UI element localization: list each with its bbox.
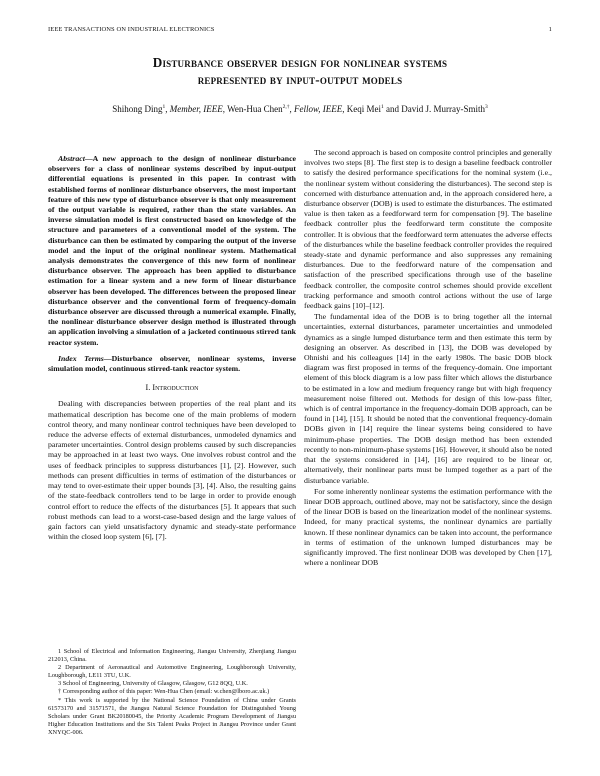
footnote: 1 School of Electrical and Information Engineering, Jiangsu University, Zhenjiang Jiangsu 212013, China. xyxy=(48,648,296,664)
abstract-lead: Abstract xyxy=(58,154,85,163)
index-terms xyxy=(48,354,296,374)
author-role: Member, IEEE xyxy=(169,104,223,114)
author-name: David J. Murray-Smith xyxy=(401,104,486,114)
author-name: Wen-Hua Chen xyxy=(227,104,283,114)
abstract xyxy=(48,154,296,348)
body-paragraph: The second approach is based on composite control principles and generally involves two steps [8]. The first step is to design a baseline feedback controller to satisfy the desired performance specifications for the nominal system (i.e., the nonlinear system without considering the disturbances). The second step is concerned with disturbance attenuation and, in the approach considered here, a disturbance observer (DOB) is used to estimate the disturbances. The estimated value is then taken as a feedforward term for compensation [9]. The baseline feedback controller plus the feedforward term constitute the composite controller. It is obvious that the feedforward term attenuates the adverse effects of the disturbances while the baseline feedback controller provides the required steady-state and dynamic performance and also suppresses any remaining disturbances. Due to the feedforward nature of the compensation and satisfaction of the prescribed specifications through use of the baseline feedback controller, the composite control schemes should provide excellent tracking performance and smooth control actions without the use of large feedback gains [10]–[12]. xyxy=(304,148,552,311)
body-paragraph: Dealing with discrepancies between properties of the real plant and its mathematical description has become one of the main problems of modern control theory, and many nonlinear control techniques have been developed to reduce the adverse effects of external disturbances, unmodeled dynamics and parameter uncertainties. Control design problems caused by such discrepancies may be approached in at least two ways. One involves robust control and the uses of feedback principles to suppress disturbances [1], [2]. However, such methods can present difficulties in terms of estimation of the disturbances or may tend to over-estimate their upper bounds [3], [4]. Also, the resulting gains of the state-feedback controllers tend to be large in order to provide enough control effort to reduce the effects of the disturbances [5]. It appears that such robust methods can lead to a worst-case-based design and the large values of gain factors can yield unsatisfactory dynamic and steady-state performance within the closed loop system [6], [7]. xyxy=(48,399,296,542)
title-line-2: represented by input-output models xyxy=(197,72,403,87)
page-number: 1 xyxy=(548,26,552,33)
footnote: 2 Department of Aeronautical and Automotive Engineering, Loughborough University, Loughborough, LE11 3TU, U.K. xyxy=(48,664,296,680)
footnotes xyxy=(48,648,296,737)
journal-name: IEEE TRANSACTIONS ON INDUSTRIAL ELECTRONICS xyxy=(48,26,215,33)
author-name: Shihong Ding xyxy=(112,104,163,114)
footnote: 3 School of Engineering, University of Glasgow, Glasgow, G12 8QQ, U.K. xyxy=(58,680,248,688)
affiliation-marker: 3 xyxy=(485,104,488,110)
author-list: Shihong Ding$^1$, Member, IEEE, Wen-Hua Chen$^{2,\dagger}$, Fellow, IEEE, Keqi Mei$^1$ and David J. Murray-Smith$^3$ xyxy=(112,104,488,114)
author-role: Fellow, IEEE xyxy=(293,104,343,114)
body-paragraph: The fundamental idea of the DOB is to bring together all the internal uncertainties, external disturbances, parameter uncertainties and unmodeled dynamics as a single lumped disturbance term and then estimate this term by designing an observer. As described in [13], the DOB was developed by Ohnishi and his colleagues [14] in the early 1980s. The basic DOB block diagram was first proposed in terms of the frequency-domain. One important element of this block diagram is a low pass filter which allows the disturbance to be estimated in a low and medium frequency range but with high frequency measurement noise filtered out. Methods for design of this low-pass filter, which is of central importance in the frequency-domain DOB approach, can be found in [14], [15]. It should be noted that the conventional frequency-domain DOBs given in [14] require the linear systems being considered to have minimum-phase properties. The DOB design method has been extended recently to non-minimum-phase systems [16]. However, it should also be noted that the systems considered in [14], [16] are required to be linear or, alternatively, their nonlinear parts must be lumped together as a part of the disturbance variable. xyxy=(304,312,552,485)
paper-title xyxy=(48,54,552,88)
running-header xyxy=(48,26,552,38)
affiliation-marker: 2,† xyxy=(282,104,290,110)
right-column xyxy=(304,148,552,568)
footnote: * This work is supported by the National Science Foundation of China under Grants 61573170 and 31571571, the Jiangsu Natural Science Foundation for Distinguished Young Scholars under Grant BK20180045, the Priority Academic Program Development of Jiangsu Higher Education Institutions and the Six Talent Peaks Project in Jiangsu Province under Grant XNYQC-006. xyxy=(48,696,296,736)
body-paragraph: For some inherently nonlinear systems the estimation performance with the linear DOB approach, outlined above, may not be satisfactory, since the design of the linear DOB is based on the linearization model of the nonlinear systems. Indeed, for many practical systems, the nonlinear dynamics are partially known. If these nonlinear dynamics can be taken into account, the performance in terms of estimation of the unknown lumped disturbances may be significantly improved. The first nonlinear DOB was developed by Chen [17], where a nonlinear DOB xyxy=(304,486,552,568)
affiliation-marker: 1 xyxy=(381,104,384,110)
abstract-text: —A new approach to the design of nonlinear disturbance observers for a class of nonlinear systems described by input-output differential equations is presented in this paper. In contrast with established forms of nonlinear disturbance observers, the most important feature of this new type of disturbance observer is that only measurement of the output variable is required, rather than the state variables. An inverse simulation model is first constructed based on knowledge of the structure and parameters of a conventional model of the system. The disturbance can then be estimated by comparing the output of the inverse model and the input of the original nonlinear system. Mathematical analysis demonstrates the convergence of this new form of nonlinear disturbance observer. The approach has been applied to disturbance estimation for a linear system and a new form of linear disturbance observer has been developed. The differences between the proposed linear disturbance observer and the conventional form of frequency-domain disturbance observer are discussed through a numerical example. Finally, the nonlinear disturbance observer design method is illustrated through an application involving a simulation of a jacketed continuous stirred tank reactor system. xyxy=(48,154,296,347)
title-line-1: Disturbance observer design for nonlinear systems xyxy=(152,55,448,70)
affiliation-marker: 1 xyxy=(162,104,166,110)
left-column xyxy=(48,148,296,542)
author-name: Keqi Mei xyxy=(346,104,382,114)
index-terms-text: —Disturbance observer, nonlinear systems, inverse simulation model, continuous stirred-tank reactor system. xyxy=(48,353,297,374)
section-heading: I. Introduction xyxy=(145,383,199,393)
footnote: † Corresponding author of this paper: Wen-Hua Chen (email: w.chen@lboro.ac.uk.) xyxy=(58,688,270,696)
index-terms-lead: Index Terms xyxy=(58,353,104,363)
